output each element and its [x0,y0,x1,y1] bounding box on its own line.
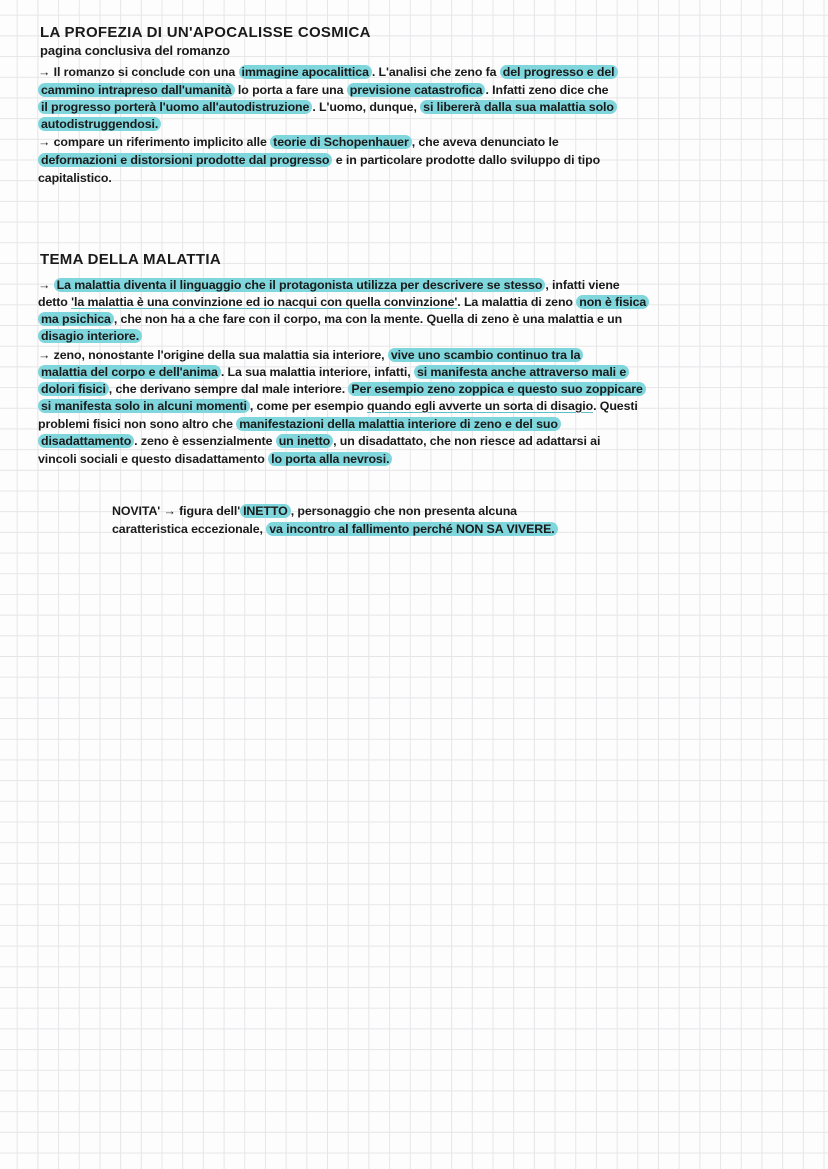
text-line [38,347,583,363]
text-segment: , come per esempio [249,399,368,413]
text-line [38,64,618,80]
section-title-profezia: LA PROFEZIA DI UN'APOCALISSE COSMICA [40,24,371,41]
text-line [38,398,638,414]
text-line [112,521,558,537]
text-segment: . L'analisi che zeno fa [371,65,500,79]
text-line [38,116,161,132]
text-segment: , un disadattato, che non riesce ad adattarsi ai [333,434,601,448]
highlighted-text: si manifesta anche attraverso mali e [414,365,629,379]
text-line [38,134,559,150]
text-segment: . zeno è essenzialmente [134,434,276,448]
subtitle: pagina conclusiva del romanzo [40,43,230,58]
highlighted-text: autodistruggendosi. [38,117,161,131]
text-segment: . Infatti zeno dice che [485,83,609,97]
highlighted-text: il progresso porterà l'uomo all'autodistruzione [38,100,312,114]
section-title-malattia: TEMA DELLA MALATTIA [40,251,221,268]
text-line [112,503,517,519]
text-line [38,277,620,293]
text-segment: , che derivano sempre dal male interiore. [108,382,349,396]
highlighted-text: Per esempio zeno zoppica e questo suo zoppicare [348,382,645,396]
text-line [38,416,561,432]
text-line [38,99,617,115]
highlighted-text: si manifesta solo in alcuni momenti [38,399,250,413]
highlighted-text: si libererà dalla sua malattia solo [420,100,617,114]
underlined-text: quando egli avverte un sorta di disagio [367,399,594,413]
highlighted-text: del progresso e del [500,65,618,79]
highlighted-text: lo porta alla nevrosi. [268,452,392,466]
highlighted-text: disadattamento [38,434,134,448]
text-segment: → zeno, nonostante l'origine della sua malattia sia interiore, [38,348,388,362]
text-segment: . L'uomo, dunque, [312,100,421,114]
highlighted-text: teorie di Schopenhauer [270,135,412,149]
underlined-text: 'la malattia è una convinzione ed io nacqui con quella convinzione' [71,295,458,309]
text-line [38,82,608,98]
highlighted-text: previsione catastrofica [347,83,486,97]
text-line [38,311,622,327]
highlighted-text: deformazioni e distorsioni prodotte dal progresso [38,153,332,167]
text-segment: . La sua malattia interiore, infatti, [220,365,414,379]
text-segment: . La malattia di zeno [457,295,577,309]
text-segment: detto [38,295,72,309]
text-line [38,364,629,380]
highlighted-text: La malattia diventa il linguaggio che il protagonista utilizza per descrivere se stesso [54,278,546,292]
text-segment: , che aveva denunciato le [411,135,559,149]
text-segment: , personaggio che non presenta alcuna [290,504,517,518]
text-segment: , infatti viene [545,278,620,292]
text-line [38,451,392,467]
text-segment: e in particolare prodotte dallo sviluppo di tipo [332,153,601,167]
text-segment: , che non ha a che fare con il corpo, ma con la mente. Quella di zeno è una malattia e un [113,312,623,326]
text-line [38,170,112,186]
text-line [38,381,646,397]
highlighted-text: non è fisica [576,295,649,309]
text-segment: capitalistico. [38,171,112,185]
highlighted-text: ma psichica [38,312,114,326]
text-segment: → [38,278,54,292]
text-segment: . Questi [593,399,638,413]
text-line [38,294,649,310]
highlighted-text: va incontro al fallimento perché NON SA VIVERE. [266,522,557,536]
text-segment: caratteristica eccezionale, [112,522,267,536]
text-segment: NOVITA' → figura dell' [112,504,241,518]
highlighted-text: immagine apocalittica [239,65,372,79]
text-segment: → compare un riferimento implicito alle [38,135,271,149]
text-segment: vincoli sociali e questo disadattamento [38,452,269,466]
highlighted-text: INETTO [240,504,291,518]
text-line [38,328,142,344]
text-line [38,152,600,168]
text-segment: problemi fisici non sono altro che [38,417,237,431]
highlighted-text: dolori fisici [38,382,109,396]
highlighted-text: un inetto [276,434,333,448]
highlighted-text: malattia del corpo e dell'anima [38,365,221,379]
text-segment: lo porta a fare una [234,83,347,97]
text-segment: → Il romanzo si conclude con una [38,65,239,79]
highlighted-text: cammino intrapreso dall'umanità [38,83,235,97]
text-line [38,433,600,449]
highlighted-text: vive uno scambio continuo tra la [388,348,584,362]
highlighted-text: manifestazioni della malattia interiore di zeno e del suo [236,417,561,431]
highlighted-text: disagio interiore. [38,329,142,343]
